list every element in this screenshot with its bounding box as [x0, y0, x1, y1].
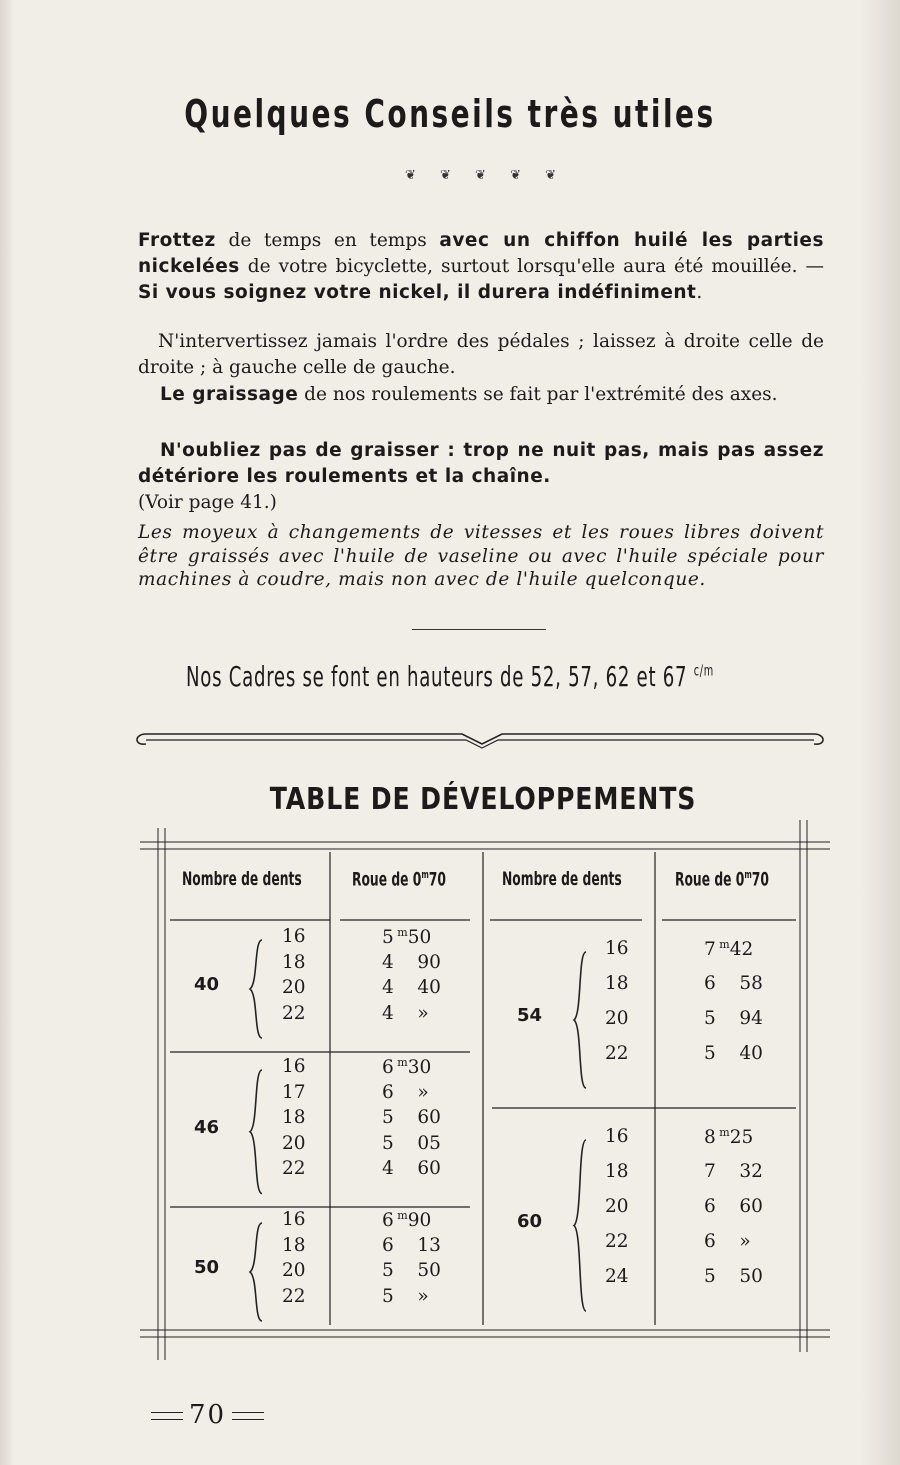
development-cm: 32: [733, 1161, 763, 1182]
development-60-24: [704, 1266, 763, 1287]
sprocket-46-17: 17: [282, 1081, 306, 1103]
development-54-20: [704, 1008, 763, 1029]
development-cm: 30: [407, 1057, 432, 1079]
frame-sizes-line: [126, 660, 774, 693]
advice-page-reference: (Voir page 41.): [138, 492, 277, 513]
advice-nickel-bold-c: Si vous soignez votre nickel, il durera indéfiniment: [138, 282, 697, 303]
development-metres: 6: [704, 1196, 716, 1217]
sprocket-60-24: 24: [605, 1266, 629, 1287]
development-50-18: [382, 1235, 441, 1256]
sprocket-40-18: 18: [282, 951, 306, 973]
development-60-22: [704, 1231, 751, 1252]
header-wheel-left-sup: m: [421, 868, 429, 881]
short-rule: [412, 629, 546, 630]
advice-nickel-plain-b: de votre bicyclette, surtout lorsqu'elle aura été mouillée. —: [239, 256, 824, 277]
sprocket-54-18: 18: [605, 973, 629, 994]
development-50-20: [382, 1260, 441, 1281]
development-50-22: [382, 1286, 429, 1307]
brace-60: [570, 1138, 592, 1313]
sprocket-60-16: 16: [605, 1126, 629, 1147]
header-wheel-left: [352, 868, 446, 890]
development-cm: 90: [407, 1210, 432, 1232]
development-metres: 4: [382, 1158, 394, 1179]
page-edge-shadow: [860, 0, 900, 1465]
development-metres: 4: [382, 977, 394, 998]
development-metres: 6: [704, 973, 716, 994]
sprocket-50-22: 22: [282, 1285, 306, 1307]
chain-ring-54: 54: [517, 1005, 543, 1026]
development-60-16: [704, 1126, 753, 1148]
development-metres: 4: [382, 951, 394, 973]
chain-ring-46: 46: [194, 1116, 220, 1138]
development-40-20: [382, 977, 441, 998]
development-54-18: [704, 973, 763, 994]
development-cm: »: [733, 1231, 751, 1252]
development-40-16: [382, 926, 431, 948]
development-metres: 6: [382, 1210, 394, 1232]
header-teeth-left-text: Nombre de dents: [182, 868, 302, 890]
development-metres: 7: [704, 1161, 716, 1182]
sprocket-54-16: 16: [605, 938, 629, 959]
development-54-16: [704, 938, 753, 960]
sprocket-46-18: 18: [282, 1107, 306, 1128]
advice-hubs-italic: Les moyeux à changements de vitesses et les roues libres doivent être graissés avec l'huile de vaseline ou avec l'huile spéciale pour machines à coudre, mais non avec de l'huile quelconque.: [138, 522, 824, 590]
header-teeth-right: [502, 868, 622, 890]
metre-mark: m: [393, 926, 408, 939]
brace-46: [246, 1068, 268, 1196]
header-wheel-right-text: Roue de 0: [675, 868, 745, 891]
development-cm: 13: [411, 1234, 441, 1256]
sprocket-50-16: 16: [282, 1209, 306, 1230]
advice-nickel-plain-a: de temps en temps: [215, 230, 440, 251]
page-number-value: 70: [189, 1400, 227, 1430]
chain-ring-50: 50: [194, 1257, 220, 1278]
sprocket-60-18: 18: [605, 1161, 629, 1182]
header-teeth-right-text: Nombre de dents: [502, 868, 622, 890]
development-40-18: [382, 952, 441, 973]
chain-ring-40: 40: [194, 974, 220, 995]
development-54-22: [704, 1043, 763, 1064]
table-title: TABLE DE DÉVELOPPEMENTS: [269, 782, 697, 817]
development-40-22: [382, 1003, 429, 1024]
development-metres: 6: [382, 1234, 394, 1256]
development-cm: 60: [733, 1196, 763, 1217]
development-50-16: [382, 1209, 431, 1231]
page-title: Quelques Conseils très utiles: [184, 92, 716, 136]
development-metres: 5: [382, 1260, 394, 1281]
header-teeth-left: [182, 868, 302, 890]
development-metres: 5: [704, 1266, 716, 1287]
advice-grease-reminder: [138, 438, 824, 516]
decorative-divider: [132, 724, 828, 754]
development-cm: 60: [411, 1158, 441, 1179]
chain-ring-60: 60: [517, 1210, 543, 1232]
metre-mark: m: [715, 938, 730, 951]
development-cm: 25: [729, 1127, 754, 1149]
advice-nickel: [138, 228, 824, 306]
development-46-17: [382, 1082, 429, 1103]
brace-54: [570, 950, 592, 1090]
development-cm: 05: [411, 1132, 441, 1154]
page-number-bar-right: [232, 1412, 264, 1420]
sprocket-54-20: 20: [605, 1008, 629, 1029]
development-46-18: [382, 1107, 441, 1128]
frame-sizes-unit: c/m: [693, 661, 714, 680]
development-cm: 94: [733, 1008, 763, 1029]
development-metres: 6: [704, 1231, 716, 1252]
advice-nickel-bold-a: Frottez: [138, 230, 216, 251]
development-metres: 6: [382, 1081, 394, 1103]
sprocket-40-22: 22: [282, 1002, 306, 1024]
advice-nickel-end: .: [696, 282, 703, 303]
development-cm: 40: [733, 1043, 763, 1064]
sprocket-50-20: 20: [282, 1260, 306, 1281]
development-metres: 5: [704, 1043, 716, 1064]
development-cm: 40: [411, 977, 441, 998]
development-cm: 50: [411, 1260, 441, 1281]
development-metres: 7: [704, 939, 716, 961]
development-metres: 5: [382, 1132, 394, 1154]
advice-pedals: N'intervertissez jamais l'ordre des pédales ; laissez à droite celle de droite ; à gauche celle de gauche.: [138, 331, 824, 378]
development-cm: 58: [733, 973, 763, 994]
sprocket-50-18: 18: [282, 1234, 306, 1256]
development-cm: »: [411, 1285, 429, 1307]
advice-nickel-bold-b: avec un chiffon huilé les parties nickelées: [138, 230, 824, 277]
sprocket-46-22: 22: [282, 1158, 306, 1179]
brace-40: [246, 938, 268, 1040]
page-binding-shadow: [0, 0, 14, 1465]
development-46-20: [382, 1133, 441, 1154]
sprocket-40-16: 16: [282, 926, 306, 947]
header-wheel-left-end: 70: [428, 868, 446, 891]
header-wheel-right-sup: m: [744, 868, 752, 881]
sprocket-60-22: 22: [605, 1231, 629, 1252]
brace-50: [246, 1221, 268, 1323]
development-46-22: [382, 1158, 441, 1179]
development-metres: 6: [382, 1057, 394, 1079]
development-46-16: [382, 1056, 431, 1078]
metre-mark: m: [393, 1209, 408, 1222]
header-wheel-right-end: 70: [751, 868, 769, 891]
page-number: [145, 1400, 270, 1430]
development-60-20: [704, 1196, 763, 1217]
ornament-row: ❦ ❦ ❦ ❦ ❦: [405, 168, 566, 183]
development-metres: 5: [704, 1008, 716, 1029]
development-cm: »: [411, 1002, 429, 1024]
metre-mark: m: [393, 1056, 408, 1069]
development-metres: 4: [382, 1002, 394, 1024]
development-cm: 50: [407, 927, 432, 949]
development-metres: 5: [382, 1285, 394, 1307]
development-metres: 5: [382, 927, 394, 949]
development-metres: 5: [382, 1107, 394, 1128]
metre-mark: m: [715, 1126, 730, 1139]
development-metres: 8: [704, 1127, 716, 1149]
advice-greasing-plain: de nos roulements se fait par l'extrémité des axes.: [298, 384, 778, 405]
development-cm: »: [411, 1081, 429, 1103]
development-cm: 50: [733, 1266, 763, 1287]
sprocket-54-22: 22: [605, 1043, 629, 1064]
sprocket-46-16: 16: [282, 1056, 306, 1077]
advice-greasing-bold: Le graissage: [160, 384, 299, 405]
sprocket-46-20: 20: [282, 1132, 306, 1154]
header-wheel-right: [675, 868, 769, 890]
sprocket-40-20: 20: [282, 977, 306, 998]
advice-grease-reminder-bold: N'oubliez pas de graisser : trop ne nuit pas, mais pas assez détériore les roulements et la chaîne.: [138, 440, 824, 487]
sprocket-60-20: 20: [605, 1196, 629, 1217]
advice-greasing: [138, 382, 824, 408]
development-60-18: [704, 1161, 763, 1182]
development-cm: 90: [411, 951, 441, 973]
header-wheel-left-text: Roue de 0: [352, 868, 422, 891]
frame-sizes-text: Nos Cadres se font en hauteurs de 52, 57, 62 et 67: [185, 660, 688, 693]
development-cm: 42: [729, 939, 754, 961]
page-number-bar-left: [151, 1412, 183, 1420]
development-cm: 60: [411, 1107, 441, 1128]
